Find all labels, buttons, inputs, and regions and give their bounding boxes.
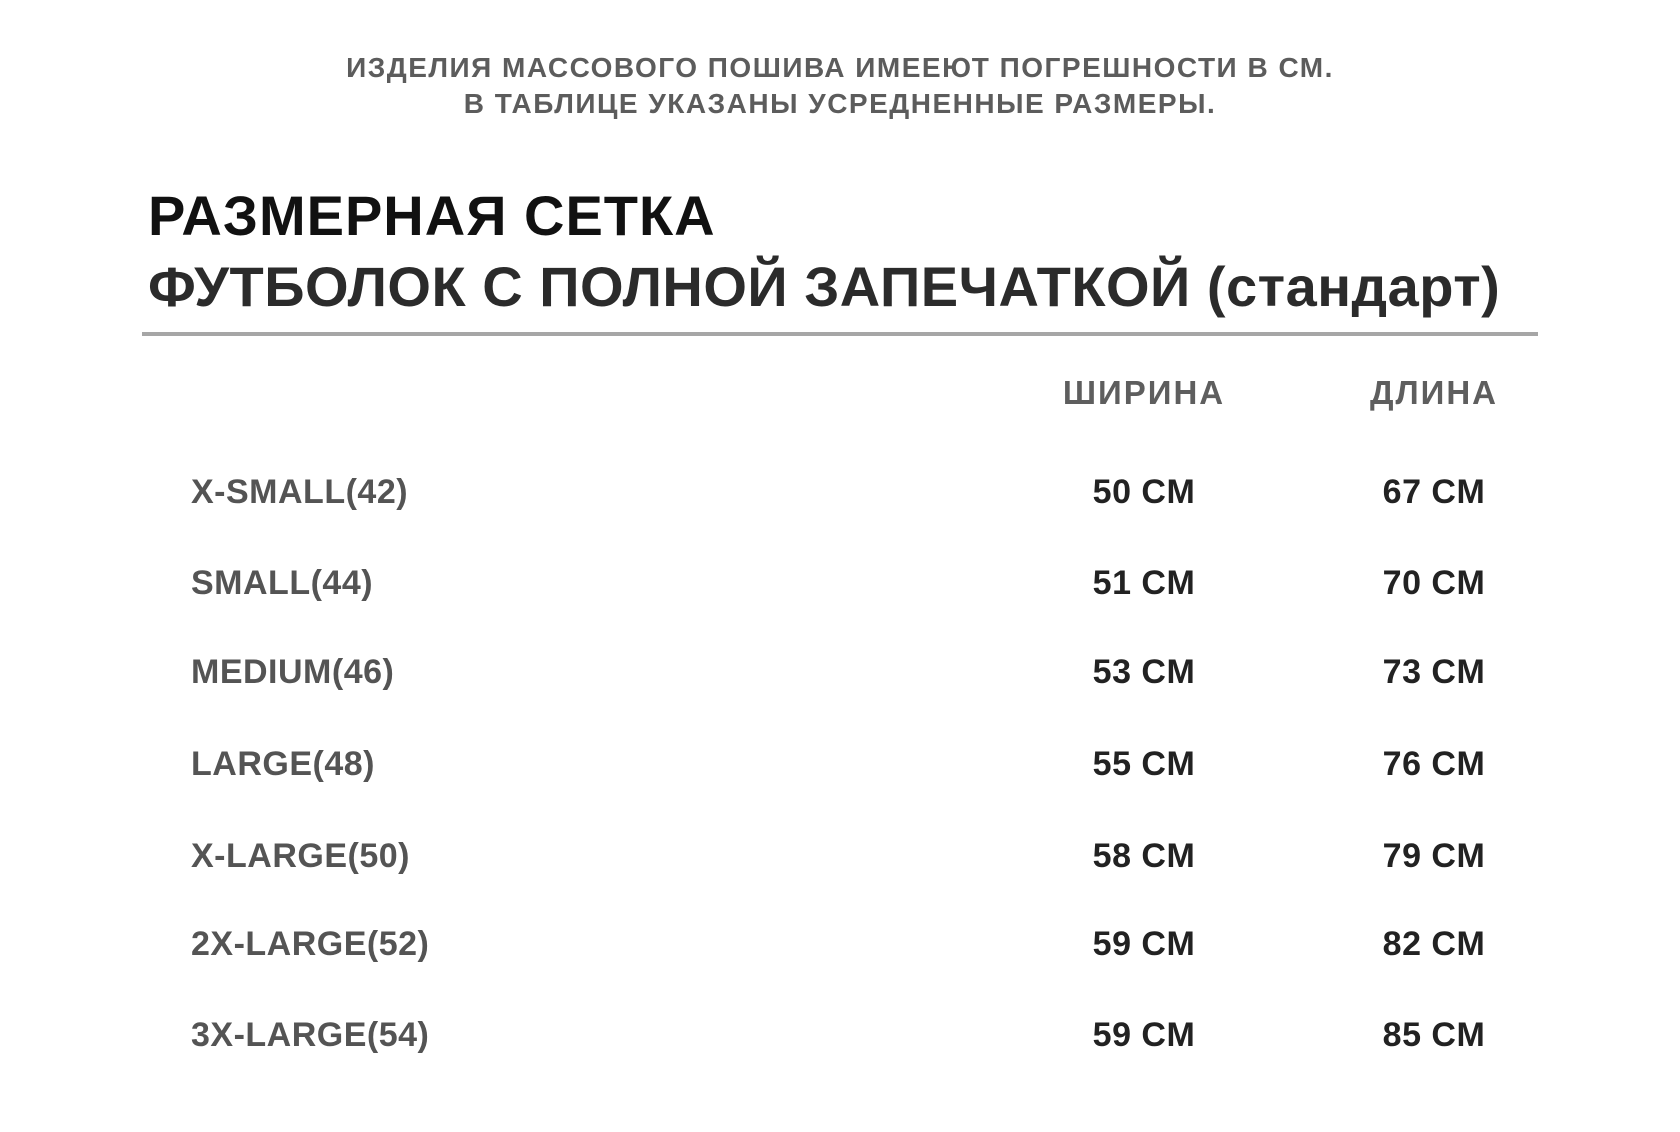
width-value: 53 CM <box>1092 653 1196 691</box>
length-value: 73 CM <box>1382 653 1486 691</box>
title-divider <box>142 332 1538 336</box>
table-row <box>0 745 1680 805</box>
length-value: 82 CM <box>1382 925 1486 963</box>
size-label: X-LARGE(50) <box>191 837 410 875</box>
column-header-width: ШИРИНА <box>1062 374 1226 411</box>
title-line-2: ФУТБОЛОК С ПОЛНОЙ ЗАПЕЧАТКОЙ (стандарт) <box>148 255 1501 318</box>
size-label: LARGE(48) <box>191 745 375 783</box>
table-row <box>0 564 1680 624</box>
width-value: 58 CM <box>1092 837 1196 875</box>
width-value: 59 CM <box>1092 925 1196 963</box>
table-row <box>0 925 1680 985</box>
length-value: 76 CM <box>1382 745 1486 783</box>
size-label: MEDIUM(46) <box>191 653 395 691</box>
disclaimer-notice <box>0 50 1680 122</box>
page-title <box>148 183 1588 325</box>
table-row <box>0 1016 1680 1076</box>
column-header-length: ДЛИНА <box>1369 374 1499 411</box>
disclaimer-line-1: ИЗДЕЛИЯ МАССОВОГО ПОШИВА ИМЕЕЮТ ПОГРЕШНОСТИ В СМ. <box>346 52 1334 83</box>
size-label: 3X-LARGE(54) <box>191 1016 430 1054</box>
length-value: 85 CM <box>1382 1016 1486 1054</box>
table-row <box>0 473 1680 533</box>
title-line-1: РАЗМЕРНАЯ СЕТКА <box>148 184 716 247</box>
length-value: 70 CM <box>1382 564 1486 602</box>
width-value: 55 CM <box>1092 745 1196 783</box>
width-value: 59 CM <box>1092 1016 1196 1054</box>
width-value: 50 CM <box>1092 473 1196 511</box>
size-label: SMALL(44) <box>191 564 374 602</box>
length-value: 67 CM <box>1382 473 1486 511</box>
table-row <box>0 653 1680 713</box>
size-label: X-SMALL(42) <box>191 473 409 511</box>
width-value: 51 CM <box>1092 564 1196 602</box>
disclaimer-line-2: В ТАБЛИЦЕ УКАЗАНЫ УСРЕДНЕННЫЕ РАЗМЕРЫ. <box>463 88 1217 119</box>
length-value: 79 CM <box>1382 837 1486 875</box>
table-row <box>0 837 1680 897</box>
size-label: 2X-LARGE(52) <box>191 925 430 963</box>
